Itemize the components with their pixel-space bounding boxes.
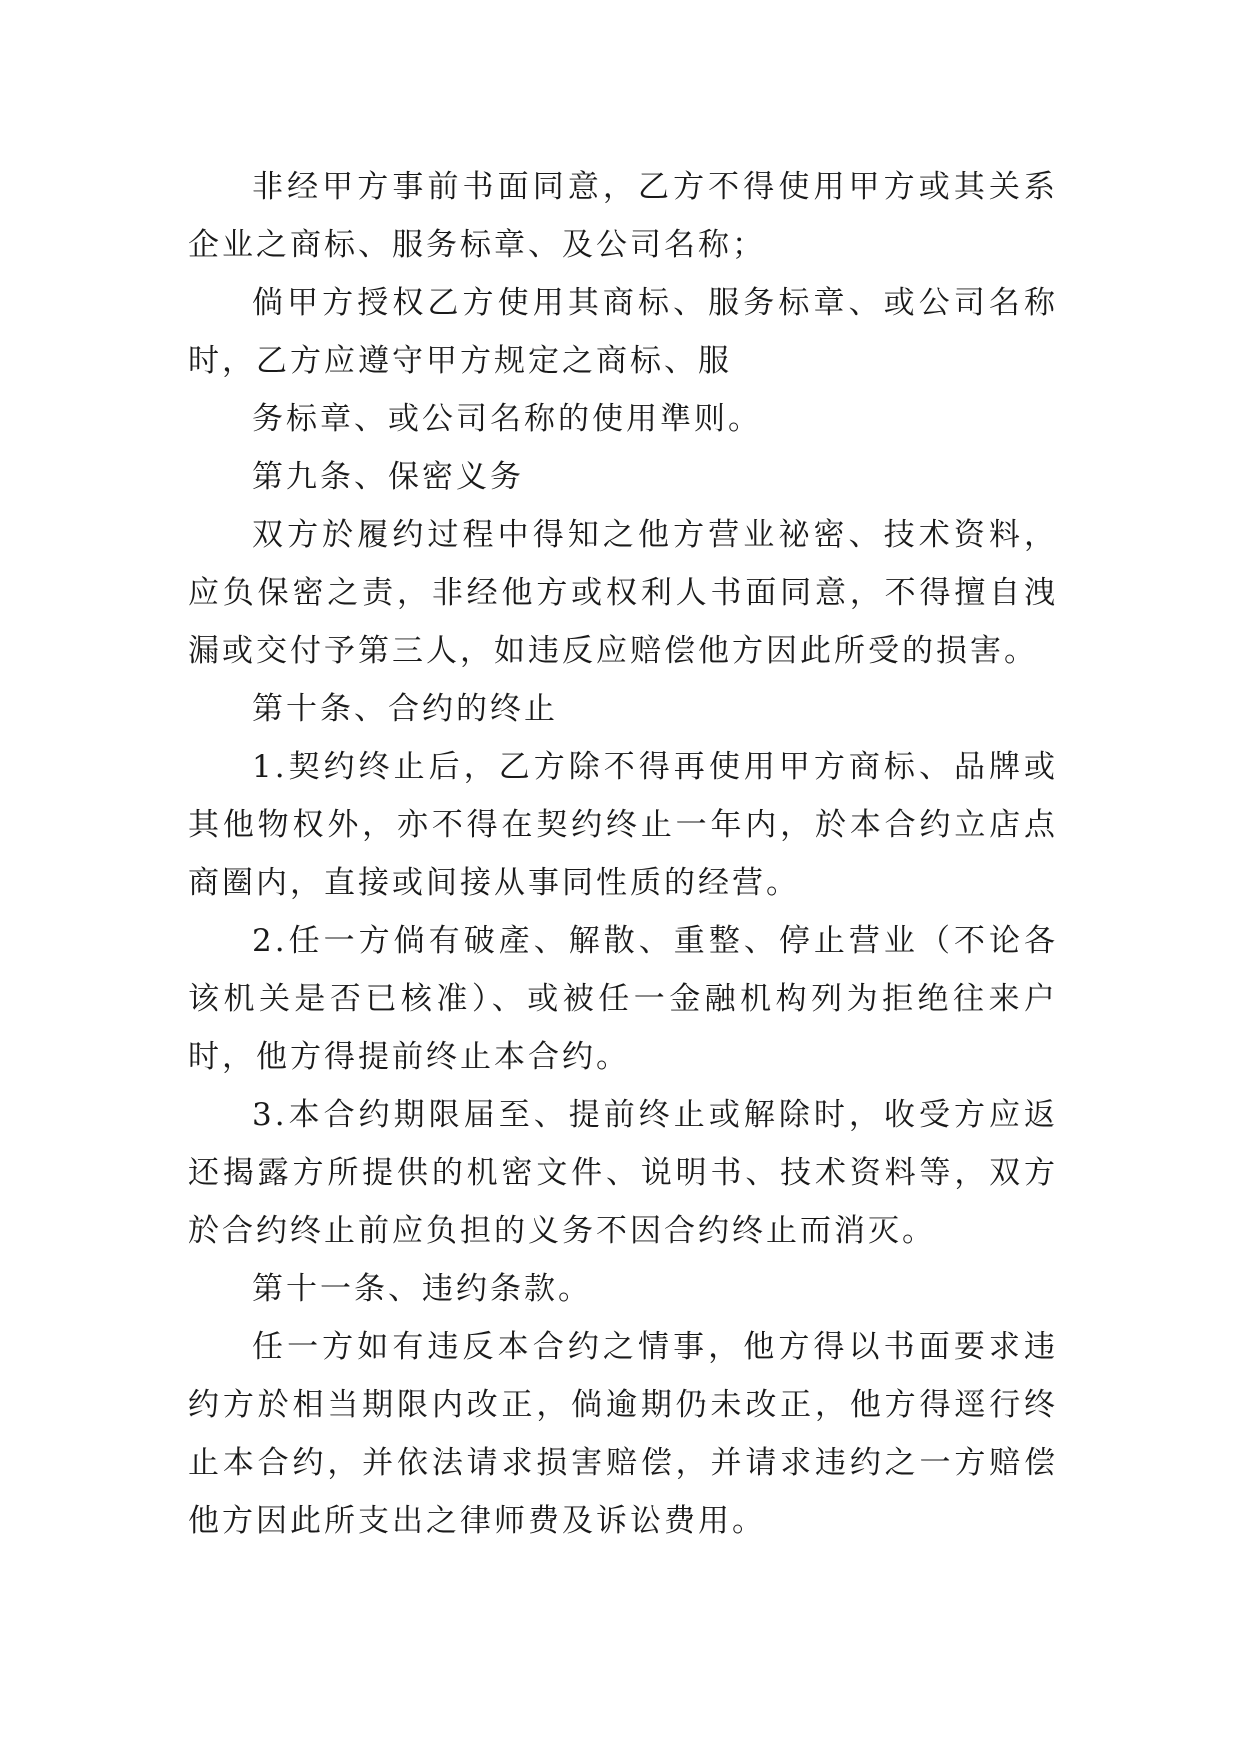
section-heading-article-9: 第九条、保密义务 [252,459,524,495]
section-heading-article-11: 第十一条、违约条款。 [252,1271,592,1307]
paragraph-termination-item-1: 1.契约终止后，乙方除不得再使用甲方商标、品牌或其他物权外，亦不得在契约终止一年内，於本合约立店点商圈内，直接或间接从事同性质的经营。 [188,749,1058,901]
section-heading-article-10: 第十条、合约的终止 [252,691,558,727]
paragraph-confidentiality: 双方於履约过程中得知之他方营业祕密、技术资料，应负保密之责，非经他方或权利人书面同意，不得擅自洩漏或交付予第三人，如违反应赔偿他方因此所受的损害。 [188,517,1058,669]
paragraph-trademark-rules: 务标章、或公司名称的使用準则。 [252,401,762,437]
paragraph-termination-item-2: 2.任一方倘有破產、解散、重整、停止营业（不论各该机关是否已核准）、或被任一金融机构列为拒绝往来户时，他方得提前终止本合约。 [188,923,1058,1075]
paragraph-trademark-consent: 非经甲方事前书面同意，乙方不得使用甲方或其关系企业之商标、服务标章、及公司名称； [188,169,1058,263]
paragraph-breach-of-contract: 任一方如有违反本合约之情事，他方得以书面要求违约方於相当期限内改正，倘逾期仍未改正，他方得逕行终止本合约，并依法请求损害赔偿，并请求违约之一方赔偿他方因此所支出之律师费及诉讼费用。 [188,1329,1058,1539]
document-body [188,158,1058,1550]
paragraph-termination-item-3: 3.本合约期限届至、提前终止或解除时，收受方应返还揭露方所提供的机密文件、说明书、技术资料等，双方於合约终止前应负担的义务不因合约终止而消灭。 [188,1097,1058,1249]
paragraph-trademark-authorization: 倘甲方授权乙方使用其商标、服务标章、或公司名称时，乙方应遵守甲方规定之商标、服 [188,285,1058,379]
